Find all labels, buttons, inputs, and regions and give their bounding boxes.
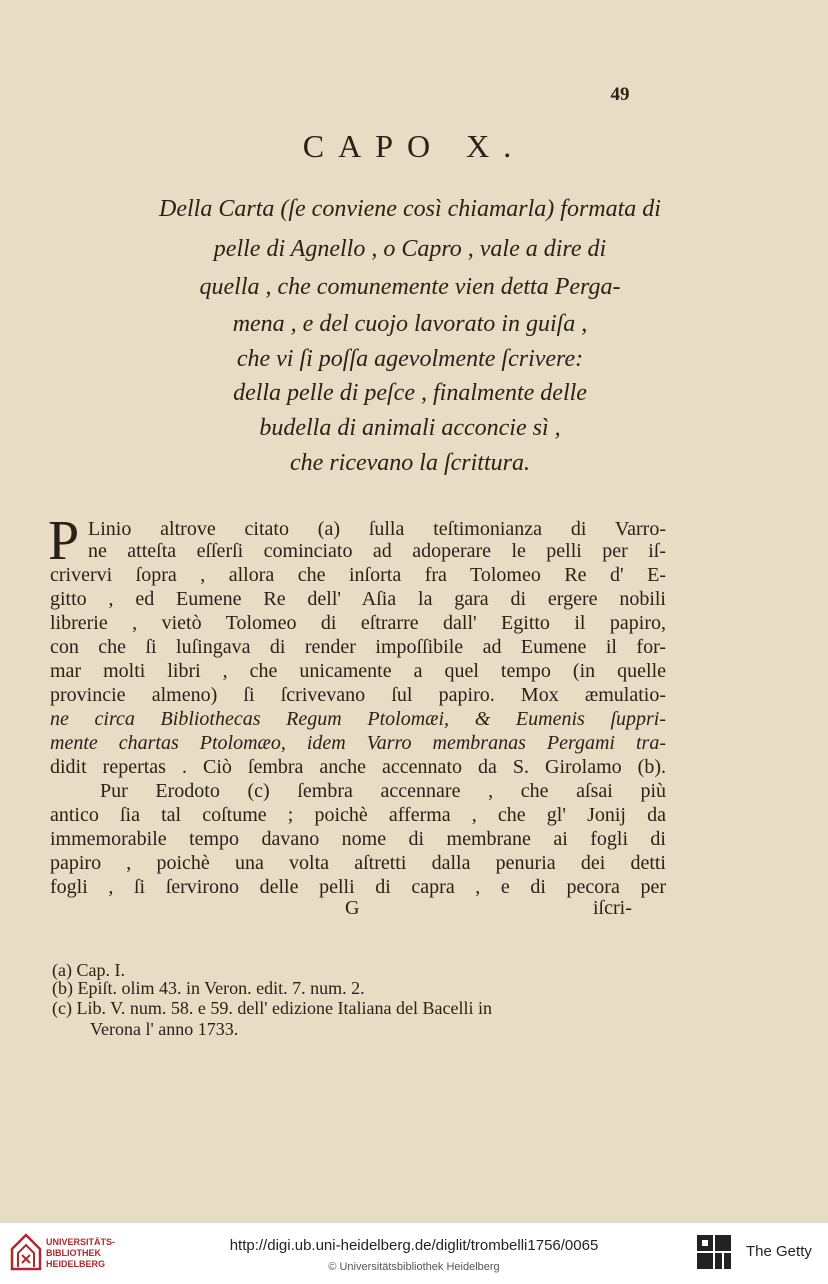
- partner-name: The Getty: [746, 1243, 812, 1260]
- body-line: Pur Erodoto (c) ſembra accennare , che aſsai più: [100, 780, 666, 802]
- body-line: antico ſia tal coſtume ; poichè afferma , che gl' Jonij da: [50, 804, 666, 826]
- body-line: Linio altrove citato (a) ſulla teſtimonianza di Varro-: [88, 518, 666, 540]
- subtitle-line: Della Carta (ſe conviene così chiamarla) formata di: [159, 196, 661, 222]
- body-line: papiro , poichè una volta aſtretti dalla penuria dei detti: [50, 852, 666, 874]
- subtitle-line: che ricevano la ſcrittura.: [290, 450, 530, 476]
- subtitle-line: budella di animali acconcie sì ,: [259, 415, 561, 441]
- drop-cap: P: [48, 510, 80, 572]
- chapter-title: CAPO X.: [302, 128, 526, 164]
- page-number: 49: [610, 84, 630, 105]
- footnote: Verona l' anno 1733.: [90, 1019, 239, 1039]
- body-line: didit repertas . Ciò ſembra anche accennato da S. Girolamo (b).: [50, 756, 666, 778]
- body-line: crivervi ſopra , allora che inſorta fra Tolomeo Re d' E-: [50, 564, 666, 586]
- subtitle-line: pelle di Agnello , o Capro , vale a dire di: [213, 236, 607, 262]
- subtitle-line: quella , che comunemente vien detta Perga-: [199, 274, 621, 300]
- subtitle-line: mena , e del cuojo lavorato in guiſa ,: [232, 311, 588, 337]
- copyright-notice: © Universitätsbibliothek Heidelberg: [328, 1261, 500, 1273]
- body-line: ne atteſta eſſerſi cominciato ad adoperare le pelli per iſ-: [88, 540, 666, 562]
- body-line: ne circa Bibliothecas Regum Ptolomæi, & Eumenis ſuppri-: [50, 708, 666, 730]
- subtitle-line: della pelle di peſce , finalmente delle: [233, 380, 587, 406]
- body-line: librerie , vietò Tolomeo di eſtrarre dall' Egitto il papiro,: [50, 612, 666, 634]
- signature-mark: G: [345, 897, 360, 919]
- footnote: (a) Cap. I.: [52, 960, 125, 980]
- body-line: con che ſi luſingava di render impoſſibile ad Eumene il for-: [50, 636, 666, 658]
- footnote: (b) Epiſt. olim 43. in Veron. edit. 7. num. 2.: [52, 978, 365, 998]
- body-line: mente chartas Ptolomæo, idem Varro membranas Pergami tra-: [50, 732, 666, 754]
- body-line: fogli , ſi ſervirono delle pelli di capra , e di pecora per: [50, 876, 666, 898]
- body-line: provincie almeno) ſi ſcrivevano ſul papiro. Mox æmulatio-: [50, 684, 666, 706]
- body-line: mar molti libri , che unicamente a quel tempo (in quelle: [50, 660, 666, 682]
- body-line: immemorabile tempo davano nome di membrane ai fogli di: [50, 828, 666, 850]
- subtitle-line: che vi ſi poſſa agevolmente ſcrivere:: [236, 346, 584, 372]
- catchword: iſcri-: [593, 897, 632, 919]
- body-line: gitto , ed Eumene Re dell' Aſia la gara di ergere nobili: [50, 588, 666, 610]
- permalink-url[interactable]: http://digi.ub.uni-heidelberg.de/diglit/trombelli1756/0065: [229, 1237, 599, 1254]
- university-name: UNIVERSITÄTS- BIBLIOTHEK HEIDELBERG: [46, 1237, 116, 1269]
- getty-logo-icon[interactable]: [697, 1235, 731, 1269]
- footnote: (c) Lib. V. num. 58. e 59. dell' edizione Italiana del Bacelli in: [52, 998, 492, 1018]
- viewer-footer: [0, 1222, 828, 1284]
